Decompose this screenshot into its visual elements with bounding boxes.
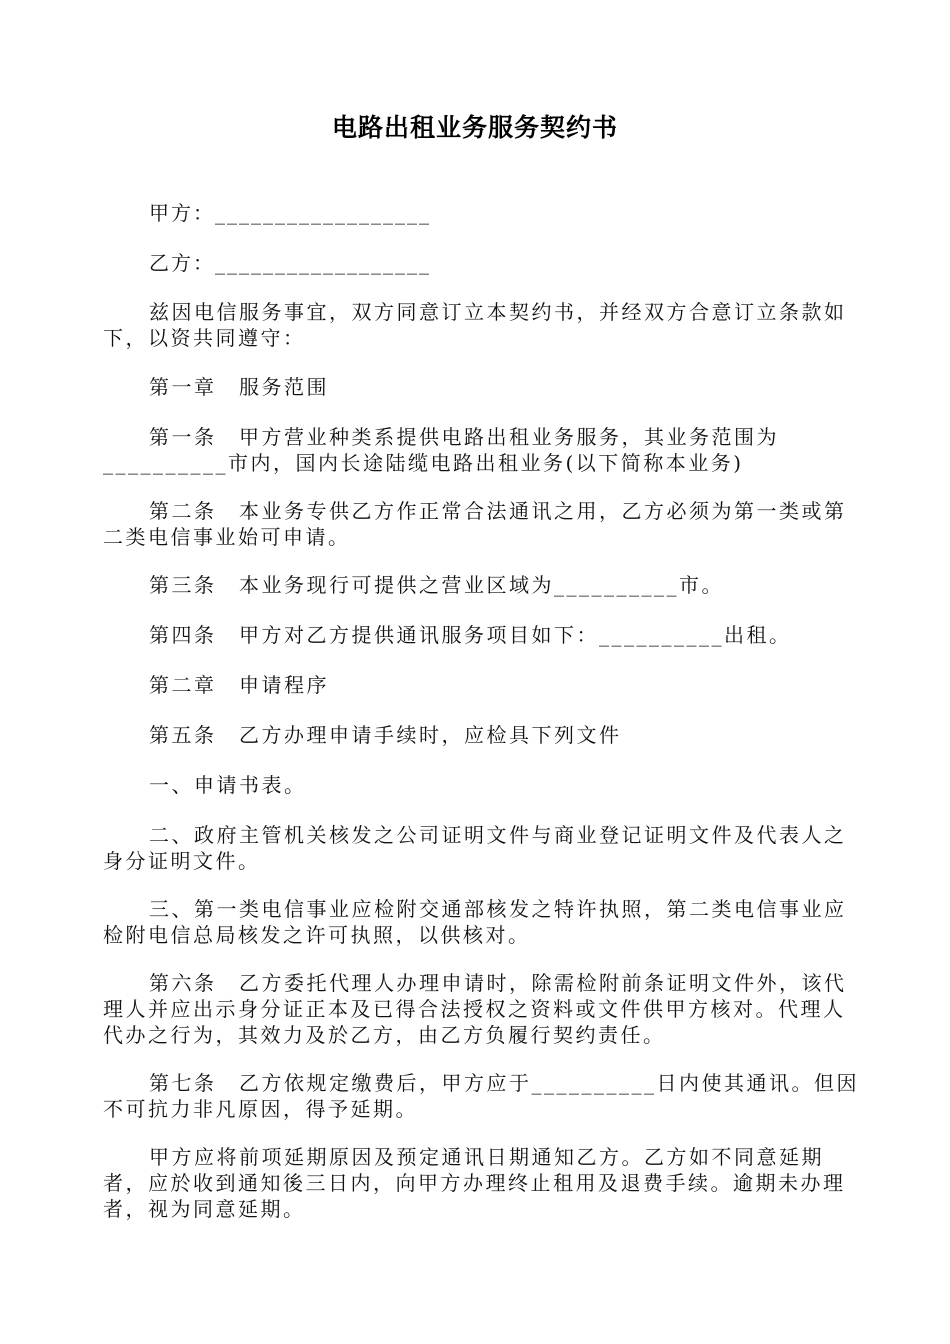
article-4: 第四条 甲方对乙方提供通讯服务项目如下：__________出租。 — [149, 623, 792, 647]
list-item-2: 二、政府主管机关核发之公司证明文件与商业登记证明文件及代表人之身分证明文件。 — [103, 823, 847, 873]
list-item-3: 三、第一类电信事业应检附交通部核发之特许执照，第二类电信事业应检附电信总局核发之许可执照，以供核对。 — [103, 897, 847, 947]
article-5: 第五条 乙方办理申请手续时，应检具下列文件 — [149, 723, 622, 747]
article-7: 第七条 乙方依规定缴费后，甲方应于__________日内使其通讯。但因不可抗力非凡原因，得予延期。 — [103, 1071, 859, 1121]
preamble-paragraph: 兹因电信服务事宜，双方同意订立本契约书，并经双方合意订立条款如下，以资共同遵守： — [103, 300, 847, 350]
chapter-1-heading: 第一章 服务范围 — [149, 375, 329, 399]
party-b-line: 乙方：__________________ — [149, 251, 431, 275]
article-6: 第六条 乙方委托代理人办理申请时，除需检附前条证明文件外，该代理人并应出示身分证正本及已得合法授权之资料或文件供甲方核对。代理人代办之行为，其效力及於乙方，由乙方负履行契约责任。 — [103, 971, 847, 1047]
article-3: 第三条 本业务现行可提供之营业区域为__________市。 — [149, 573, 724, 597]
article-2: 第二条 本业务专供乙方作正常合法通讯之用，乙方必须为第一类或第二类电信事业始可申请。 — [103, 499, 847, 549]
document-title: 电路出租业务服务契约书 — [331, 113, 618, 142]
article-1: 第一条 甲方营业种类系提供电路出租业务服务，其业务范围为__________市内，国内长途陆缆电路出租业务(以下简称本业务) — [103, 425, 779, 475]
party-a-line: 甲方：__________________ — [149, 201, 431, 225]
list-item-1: 一、申请书表。 — [149, 773, 307, 797]
article-7-delay-paragraph: 甲方应将前项延期原因及预定通讯日期通知乙方。乙方如不同意延期者，应於收到通知後三日内，向甲方办理终止租用及退费手续。逾期未办理者，视为同意延期。 — [103, 1145, 846, 1221]
chapter-2-heading: 第二章 申请程序 — [149, 673, 329, 697]
